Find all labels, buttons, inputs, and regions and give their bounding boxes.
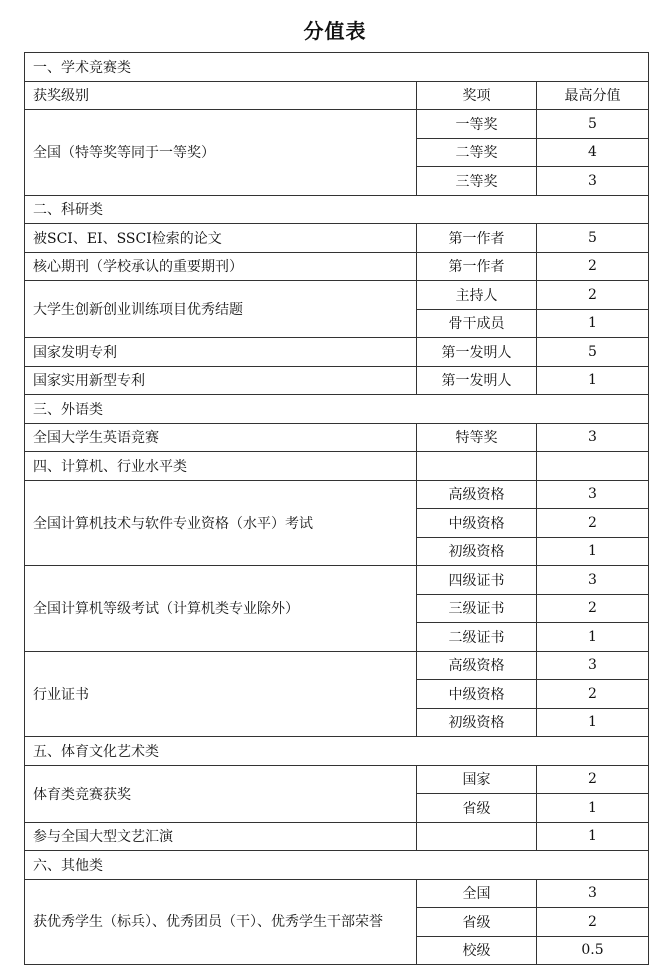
score-cell: 1 xyxy=(537,822,649,851)
score-cell: 1 xyxy=(537,708,649,737)
table-row xyxy=(25,879,649,908)
award-cell: 高级资格 xyxy=(417,480,537,509)
page-title: 分值表 xyxy=(303,19,367,43)
score-cell: 4 xyxy=(537,138,649,167)
award-cell: 第一发明人 xyxy=(417,338,537,367)
level-cell: 被SCI、EI、SSCI检索的论文 xyxy=(25,224,417,253)
score-cell: 3 xyxy=(537,480,649,509)
score-cell: 2 xyxy=(537,252,649,281)
table-row xyxy=(25,110,649,139)
table-row xyxy=(25,423,649,452)
table-row xyxy=(25,566,649,595)
category-heading: 二、科研类 xyxy=(25,195,649,224)
header-score: 最高分值 xyxy=(537,81,649,110)
award-cell: 主持人 xyxy=(417,281,537,310)
award-cell xyxy=(417,822,537,851)
category-row xyxy=(25,452,649,481)
category-heading: 三、外语类 xyxy=(25,395,649,424)
score-cell: 3 xyxy=(537,167,649,196)
category-row xyxy=(25,737,649,766)
empty-cell xyxy=(537,452,649,481)
header-row xyxy=(25,81,649,110)
empty-cell xyxy=(417,452,537,481)
award-cell: 校级 xyxy=(417,936,537,965)
header-award: 奖项 xyxy=(417,81,537,110)
award-cell: 初级资格 xyxy=(417,537,537,566)
score-cell: 1 xyxy=(537,309,649,338)
level-cell: 全国大学生英语竞赛 xyxy=(25,423,417,452)
level-cell: 获优秀学生（标兵）、优秀团员（干）、优秀学生干部荣誉 xyxy=(25,879,417,965)
award-cell: 初级资格 xyxy=(417,708,537,737)
score-cell: 1 xyxy=(537,537,649,566)
score-cell: 2 xyxy=(537,509,649,538)
score-cell: 1 xyxy=(537,794,649,823)
level-cell: 国家发明专利 xyxy=(25,338,417,367)
award-cell: 国家 xyxy=(417,765,537,794)
award-cell: 高级资格 xyxy=(417,651,537,680)
score-cell: 5 xyxy=(537,338,649,367)
category-row xyxy=(25,195,649,224)
table-row xyxy=(25,281,649,310)
award-cell: 省级 xyxy=(417,908,537,937)
score-table xyxy=(24,52,649,965)
score-cell: 5 xyxy=(537,224,649,253)
category-heading: 六、其他类 xyxy=(25,851,649,880)
award-cell: 中级资格 xyxy=(417,509,537,538)
score-cell: 2 xyxy=(537,281,649,310)
table-row xyxy=(25,480,649,509)
score-cell: 2 xyxy=(537,680,649,709)
level-cell: 国家实用新型专利 xyxy=(25,366,417,395)
level-cell: 行业证书 xyxy=(25,651,417,737)
score-cell: 3 xyxy=(537,423,649,452)
award-cell: 全国 xyxy=(417,879,537,908)
score-cell: 3 xyxy=(537,566,649,595)
score-cell: 0.5 xyxy=(537,936,649,965)
award-cell: 一等奖 xyxy=(417,110,537,139)
award-cell: 三等奖 xyxy=(417,167,537,196)
table-row xyxy=(25,765,649,794)
level-cell: 核心期刊（学校承认的重要期刊） xyxy=(25,252,417,281)
header-level: 获奖级别 xyxy=(25,81,417,110)
score-cell: 3 xyxy=(537,879,649,908)
table-row xyxy=(25,252,649,281)
score-cell: 3 xyxy=(537,651,649,680)
table-row xyxy=(25,224,649,253)
award-cell: 三级证书 xyxy=(417,594,537,623)
category-heading: 五、体育文化艺术类 xyxy=(25,737,649,766)
level-cell: 参与全国大型文艺汇演 xyxy=(25,822,417,851)
score-cell: 2 xyxy=(537,908,649,937)
award-cell: 二等奖 xyxy=(417,138,537,167)
award-cell: 四级证书 xyxy=(417,566,537,595)
score-cell: 2 xyxy=(537,594,649,623)
level-cell: 全国计算机等级考试（计算机类专业除外） xyxy=(25,566,417,652)
category-row xyxy=(25,53,649,82)
table-row xyxy=(25,651,649,680)
table-row xyxy=(25,338,649,367)
table-row xyxy=(25,822,649,851)
award-cell: 第一作者 xyxy=(417,224,537,253)
score-cell: 1 xyxy=(537,366,649,395)
table-row xyxy=(25,366,649,395)
category-row xyxy=(25,851,649,880)
level-cell: 全国（特等奖等同于一等奖） xyxy=(25,110,417,196)
score-cell: 1 xyxy=(537,623,649,652)
award-cell: 中级资格 xyxy=(417,680,537,709)
category-heading: 一、学术竞赛类 xyxy=(25,53,649,82)
level-cell: 全国计算机技术与软件专业资格（水平）考试 xyxy=(25,480,417,566)
level-cell: 体育类竞赛获奖 xyxy=(25,765,417,822)
category-heading: 四、计算机、行业水平类 xyxy=(25,452,417,481)
award-cell: 第一发明人 xyxy=(417,366,537,395)
award-cell: 第一作者 xyxy=(417,252,537,281)
award-cell: 省级 xyxy=(417,794,537,823)
level-cell: 大学生创新创业训练项目优秀结题 xyxy=(25,281,417,338)
award-cell: 特等奖 xyxy=(417,423,537,452)
award-cell: 骨干成员 xyxy=(417,309,537,338)
award-cell: 二级证书 xyxy=(417,623,537,652)
category-row xyxy=(25,395,649,424)
score-cell: 2 xyxy=(537,765,649,794)
score-cell: 5 xyxy=(537,110,649,139)
